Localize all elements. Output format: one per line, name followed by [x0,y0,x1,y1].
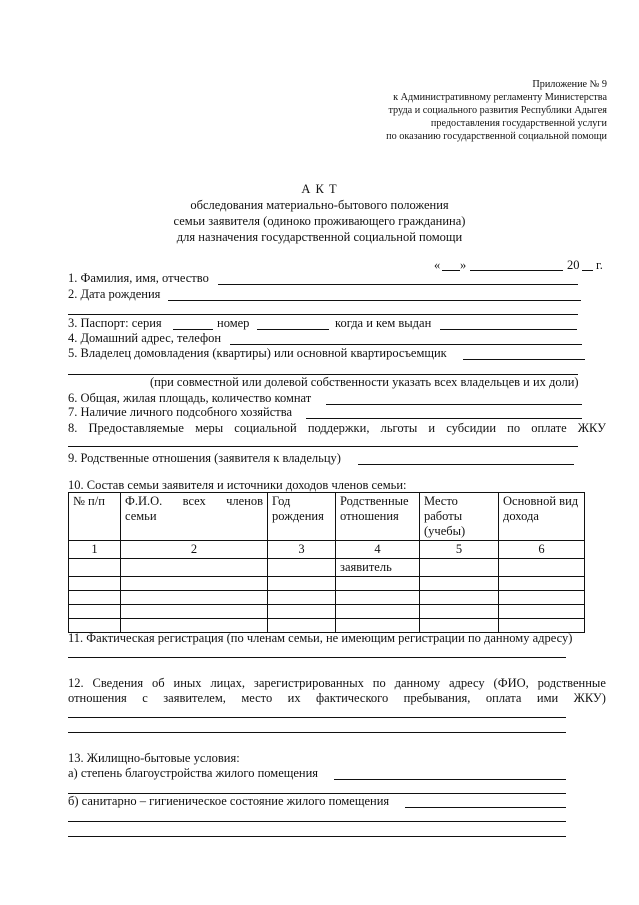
table-cell[interactable] [268,559,336,577]
address-field[interactable] [230,344,582,345]
area-field[interactable] [326,404,582,405]
header-fio: Ф.И.О. всех членов семьи [121,493,268,541]
act-title: А К Т [301,182,338,196]
field-address-label: 4. Домашний адрес, телефон [68,331,222,345]
field-birth-date-label: 2. Дата рождения [68,287,161,301]
passport-series-field[interactable] [173,329,213,330]
date-year-prefix: 20 [567,258,580,272]
act-subtitle-2: семьи заявителя (одиноко проживающего гражданина) [173,214,466,228]
table-cell[interactable] [69,577,121,591]
col-number: 6 [499,541,585,559]
col-number: 1 [69,541,121,559]
applicant-cell: заявитель [336,559,420,577]
registration-field[interactable] [68,657,566,658]
table-cell[interactable] [121,591,268,605]
birth-date-field[interactable] [168,300,581,301]
field-family-label: 10. Состав семьи заявителя и источники доходов членов семьи: [68,478,407,492]
full-name-field[interactable] [218,284,578,285]
table-cell[interactable] [499,577,585,591]
field-support-label: 8. Предоставляемые меры социальной поддержки, льготы и субсидии по оплате ЖКУ [68,421,606,435]
table-cell[interactable] [69,591,121,605]
table-cell[interactable] [499,605,585,619]
header-birth-year: Год рождения [268,493,336,541]
field-owner-label: 5. Владелец домовладения (квартиры) или основной квартиросъемщик [68,346,447,360]
act-subtitle-1: обследования материально-бытового положения [190,198,449,212]
passport-issued-label: когда и кем выдан [335,316,432,330]
passport-number-label: номер [217,316,250,330]
field-living-conditions-label: 13. Жилищно-бытовые условия: [68,751,240,765]
sanitary-field[interactable] [405,807,566,808]
header-num: № п/п [69,493,121,541]
table-number-row [69,541,585,559]
passport-issued-field[interactable] [440,329,577,330]
owner-field[interactable] [463,359,585,360]
date-year-field[interactable] [582,270,593,271]
field-other-persons-label-2: отношения с заявителем, место их фактического пребывания, оплата ими ЖКУ) [68,691,606,705]
sanitary-extra-line-1[interactable] [68,821,566,822]
field-relation-label: 9. Родственные отношения (заявителя к владельцу) [68,451,341,465]
field-farm-label: 7. Наличие личного подсобного хозяйства [68,405,293,419]
relation-field[interactable] [358,464,574,465]
table-cell[interactable] [336,591,420,605]
table-cell[interactable] [336,577,420,591]
table-cell[interactable] [420,591,499,605]
passport-number-field[interactable] [257,329,329,330]
col-number: 4 [336,541,420,559]
table-cell[interactable] [336,605,420,619]
appendix-number: Приложение № 9 [532,79,607,90]
field-sanitary-label: б) санитарно – гигиеническое состояние жилого помещения [68,794,390,808]
table-cell[interactable] [69,559,121,577]
farm-field[interactable] [306,418,582,419]
table-row [69,559,585,577]
header-workplace: Место работы (учебы) [420,493,499,541]
table-cell[interactable] [121,577,268,591]
act-subtitle-3: для назначения государственной социальной помощи [176,230,463,244]
date-close-quote: » [460,258,467,272]
family-table [68,492,585,633]
other-persons-field-2[interactable] [68,732,566,733]
header-relation: Родственные отношения [336,493,420,541]
date-month-field[interactable] [470,270,563,271]
date-day-field[interactable] [442,270,460,271]
date-year-suffix: г. [596,258,603,272]
owner-note: (при совместной или долевой собственности указать всех владельцев и их доли) [150,375,579,389]
field-registration-label: 11. Фактическая регистрация (по членам семьи, не имеющим регистрации по данному адресу) [68,631,573,645]
table-cell[interactable] [420,559,499,577]
field-area-label: 6. Общая, жилая площадь, количество комнат [68,391,312,405]
table-cell[interactable] [420,577,499,591]
table-cell[interactable] [268,591,336,605]
table-cell[interactable] [268,577,336,591]
header-income: Основной вид дохода [499,493,585,541]
field-other-persons-label: 12. Сведения об иных лицах, зарегистрированных по данному адресу (ФИО, родственные [68,676,606,690]
col-number: 3 [268,541,336,559]
sanitary-extra-line-2[interactable] [68,836,566,837]
table-cell[interactable] [499,559,585,577]
table-row [69,577,585,591]
birth-date-extra-line[interactable] [68,314,578,315]
table-cell[interactable] [499,591,585,605]
amenities-field[interactable] [334,779,566,780]
appendix-regulation: к Административному регламенту Министерства [393,92,607,103]
support-field[interactable] [68,446,578,447]
appendix-ministry: труда и социального развития Республики Адыгея [388,105,607,116]
table-cell[interactable] [121,559,268,577]
table-header-row [69,493,585,541]
other-persons-field-1[interactable] [68,717,566,718]
col-number: 2 [121,541,268,559]
table-row [69,605,585,619]
table-cell[interactable] [69,605,121,619]
table-cell[interactable] [420,605,499,619]
date-open-quote: « [434,258,441,272]
col-number: 5 [420,541,499,559]
field-full-name-label: 1. Фамилия, имя, отчество [68,271,209,285]
field-amenities-label: а) степень благоустройства жилого помещения [68,766,319,780]
table-cell[interactable] [268,605,336,619]
table-cell[interactable] [121,605,268,619]
appendix-service: предоставления государственной услуги [430,118,607,129]
field-passport-label: 3. Паспорт: серия [68,316,162,330]
appendix-assistance: по оказанию государственной социальной помощи [386,131,607,142]
table-row [69,591,585,605]
